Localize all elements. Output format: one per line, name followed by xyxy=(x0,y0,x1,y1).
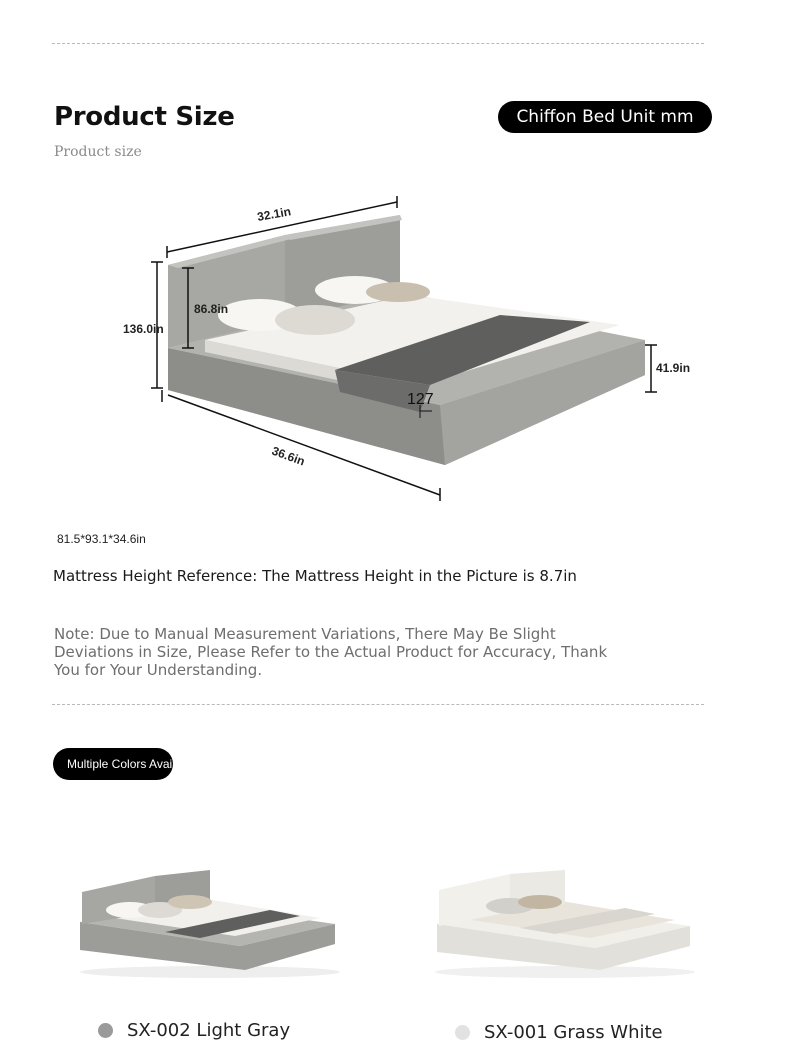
multiple-colors-badge: Multiple Colors Available xyxy=(53,748,173,780)
width-label: 32.1in xyxy=(256,204,293,224)
length-label: 36.6in xyxy=(269,443,307,469)
variant-image-light-gray[interactable] xyxy=(70,862,350,982)
frame-height-label: 41.9in xyxy=(656,361,691,375)
clearance-label: 127 xyxy=(407,391,434,408)
overall-size: 81.5*93.1*34.6in xyxy=(57,532,146,546)
swatch-light-gray xyxy=(98,1023,113,1038)
bed-dimension-diagram xyxy=(100,180,700,510)
variant-grass-white-label: SX-001 Grass White xyxy=(484,1022,663,1043)
variant-grass-white[interactable] xyxy=(455,1022,663,1043)
total-height-label: 136.0in xyxy=(123,322,164,336)
unit-badge: Chiffon Bed Unit mm xyxy=(498,101,712,133)
section-divider xyxy=(52,704,704,705)
mattress-height-note: Mattress Height Reference: The Mattress Height in the Picture is 8.7in xyxy=(53,567,577,585)
headboard-height-label: 86.8in xyxy=(194,302,229,316)
variant-light-gray-label: SX-002 Light Gray xyxy=(127,1020,291,1041)
page-subtitle: Product size xyxy=(54,144,142,160)
page-title: Product Size xyxy=(54,102,235,132)
swatch-grass-white xyxy=(455,1025,470,1040)
measurement-disclaimer: Note: Due to Manual Measurement Variations, There May Be Slight Deviations in Size, Please Refer to the Actual Product for Accuracy, Thank You for Your Understanding. xyxy=(54,625,608,679)
bed-illustration xyxy=(168,215,645,465)
variant-image-grass-white[interactable] xyxy=(425,862,705,982)
top-divider xyxy=(52,43,704,44)
variant-light-gray[interactable] xyxy=(98,1020,290,1041)
